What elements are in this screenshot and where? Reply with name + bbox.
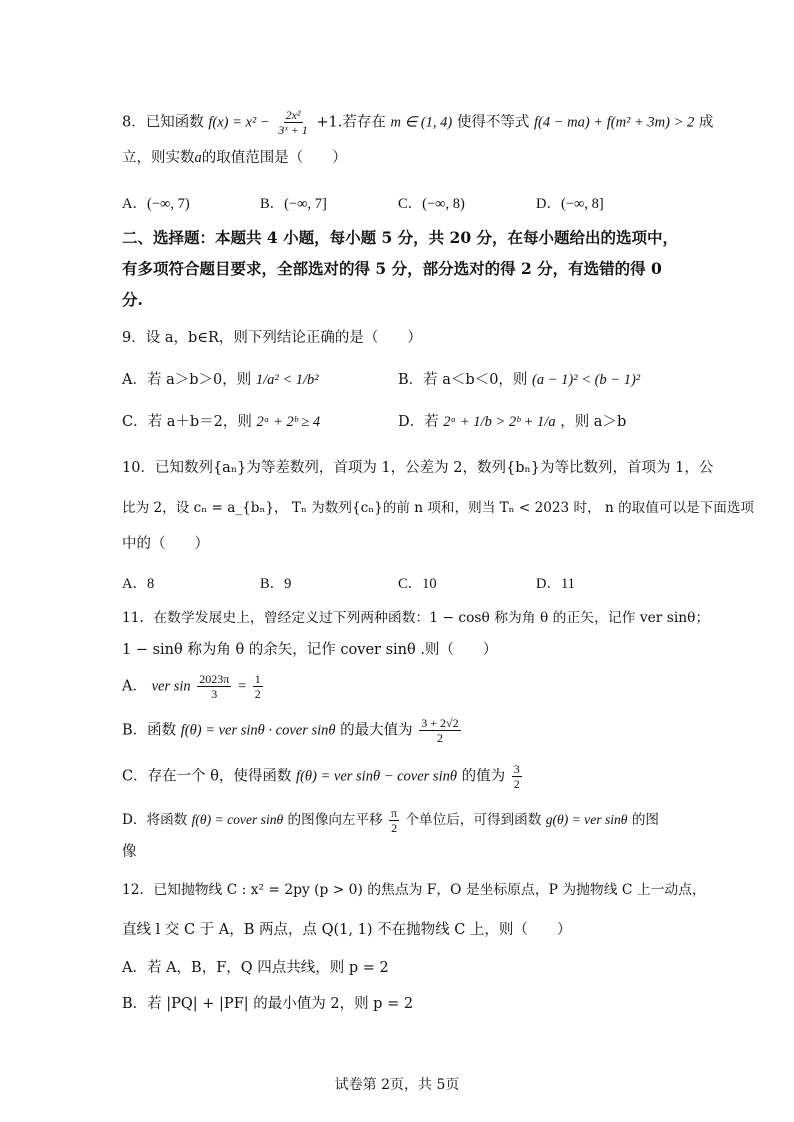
q8-frac-numerator: 2x² bbox=[285, 108, 301, 122]
q8-line2-tail: 的取值范围是（ ） bbox=[201, 150, 347, 166]
q10-line-3: 中的（ ） bbox=[122, 536, 209, 552]
q8-var-a: a bbox=[194, 150, 202, 166]
q9-stem: 9．设 a，b∈R，则下列结论正确的是（ ） bbox=[122, 330, 422, 346]
q11-d-math2: g(θ) = ver sinθ bbox=[545, 812, 628, 827]
q11-a-equals: = bbox=[237, 678, 247, 695]
q11-option-c bbox=[122, 762, 524, 791]
page-footer: 试卷第 2页，共 5页 bbox=[334, 1077, 460, 1093]
q11-d-den: 2 bbox=[391, 821, 398, 835]
q11-d-fraction bbox=[389, 806, 399, 835]
q11-a-func: ver sin bbox=[151, 678, 191, 695]
q8-m-range: m ∈ (1, 4) bbox=[390, 114, 453, 131]
section2-line-1: 二、选择题：本题共 4 小题，每小题 5 分，共 20 分，在每小题给出的选项中， bbox=[122, 228, 679, 247]
q10-option-d: D．11 bbox=[536, 576, 575, 592]
q11-b-num: 3 + 2√2 bbox=[421, 716, 459, 730]
q8-inequality: f(4 − ma) + f(m² + 3m) > 2 bbox=[533, 114, 695, 131]
q9-a-math: 1/a² < 1/b² bbox=[255, 372, 319, 388]
q9-option-c bbox=[122, 410, 320, 431]
q8-intro-c: 使得不等式 bbox=[456, 114, 530, 131]
q12-line-1: 12．已知抛物线 C : x² = 2py (p > 0) 的焦点为 F，O 是坐标原点，P 为抛物线 C 上一动点， bbox=[122, 882, 706, 898]
q11-c-fraction bbox=[512, 762, 522, 791]
q11-d-tail: 的图 bbox=[631, 812, 659, 828]
q8-line-2 bbox=[122, 148, 734, 168]
q10-option-a: A．8 bbox=[122, 576, 155, 592]
q8-option-a: A．(−∞, 7) bbox=[122, 196, 190, 212]
q11-d-num: π bbox=[391, 806, 398, 820]
q9-d-tail: ，则 a＞b bbox=[560, 414, 627, 430]
q8-line-1 bbox=[122, 108, 734, 137]
q12-line-2: 直线 l 交 C 于 A，B 两点，点 Q(1, 1) 不在抛物线 C 上，则（ ） bbox=[122, 922, 572, 938]
q9-a-text: A．若 a＞b＞0，则 bbox=[122, 372, 252, 388]
section2-line-2: 有多项符合题目要求，全部选对的得 5 分，部分选对的得 2 分，有选错的得 0 bbox=[122, 259, 662, 278]
q10-option-c: C．10 bbox=[398, 576, 437, 592]
q11-option-d bbox=[122, 806, 659, 835]
q10-line-1: 10．已知数列{aₙ}为等差数列，首项为 1，公差为 2，数列{bₙ}为等比数列，首项为 1，公 bbox=[122, 460, 714, 476]
q8-function-lhs: f(x) = x² − bbox=[208, 114, 270, 131]
q9-c-text: C．若 a＋b＝2，则 bbox=[122, 414, 252, 430]
q9-option-d bbox=[398, 410, 626, 431]
q9-d-text: D．若 bbox=[398, 414, 439, 430]
q11-b-den: 2 bbox=[436, 731, 443, 745]
section2-line-3: 分. bbox=[122, 290, 143, 309]
q11-d-line-2: 像 bbox=[122, 844, 137, 860]
q11-a-fraction bbox=[197, 672, 231, 701]
q11-a-label: A． bbox=[122, 678, 147, 695]
q11-a-frac-den: 3 bbox=[211, 687, 218, 701]
q10-line-2: 比为 2，设 cₙ = a_{bₙ}， Tₙ 为数列{cₙ}的前 n 项和，则当 Tₙ < 2023 时， n 的取值可以是下面选项 bbox=[122, 500, 755, 516]
q11-option-b bbox=[122, 716, 463, 745]
q11-line-2: 1 − sinθ 称为角 θ 的余矢，记作 cover sinθ .则（ ） bbox=[122, 642, 498, 658]
q9-option-b bbox=[398, 368, 640, 389]
q11-a-res-num: 1 bbox=[254, 672, 261, 686]
q8-intro-d: 成 bbox=[698, 114, 714, 131]
q9-c-math: 2ᵃ + 2ᵇ ≥ 4 bbox=[256, 414, 321, 430]
q8-option-d: D．(−∞, 8] bbox=[536, 196, 604, 212]
q8-option-c: C．(−∞, 8) bbox=[398, 196, 465, 212]
q8-intro-b: +1.若存在 bbox=[316, 114, 386, 131]
q12-option-a: A．若 A，B，F，Q 四点共线，则 p = 2 bbox=[122, 960, 389, 976]
q11-d-math1: f(θ) = cover sinθ bbox=[191, 812, 284, 827]
q8-fraction bbox=[276, 108, 309, 137]
q11-d-mid2: 个单位后，可得到函数 bbox=[405, 812, 542, 828]
q8-intro: 8．已知函数 bbox=[122, 114, 204, 131]
q12-option-b: B．若 |PQ| + |PF| 的最小值为 2，则 p = 2 bbox=[122, 996, 414, 1012]
q11-b-label: B．函数 bbox=[122, 722, 177, 739]
q9-d-math: 2ᵃ + 1/b > 2ᵇ + 1/a bbox=[443, 414, 556, 430]
q11-d-label: D．将函数 bbox=[122, 812, 188, 828]
q11-c-den: 2 bbox=[513, 777, 520, 791]
q11-a-result bbox=[253, 672, 263, 701]
q10-option-b: B．9 bbox=[260, 576, 292, 592]
q9-b-text: B．若 a＜b＜0，则 bbox=[398, 372, 528, 388]
q11-b-fraction bbox=[419, 716, 460, 745]
q11-c-num: 3 bbox=[513, 762, 520, 776]
q8-line2-text: 立，则实数 bbox=[122, 150, 195, 166]
q8-option-b: B．(−∞, 7] bbox=[260, 196, 327, 212]
q11-option-a bbox=[122, 672, 265, 701]
q11-b-math: f(θ) = ver sinθ · cover sinθ bbox=[180, 722, 336, 739]
q11-c-math: f(θ) = ver sinθ − cover sinθ bbox=[296, 768, 457, 785]
q11-line-1: 11．在数学发展史上，曾经定义过下列两种函数：1 − cosθ 称为角 θ 的正矢，记作 ver sinθ； bbox=[122, 610, 710, 626]
q9-b-math: (a − 1)² < (b − 1)² bbox=[532, 372, 641, 388]
q11-a-res-den: 2 bbox=[254, 687, 261, 701]
q9-option-a bbox=[122, 368, 319, 389]
q11-b-mid: 的最大值为 bbox=[340, 722, 413, 739]
q11-c-mid: 的值为 bbox=[461, 768, 506, 785]
q8-frac-denominator: 3ˣ + 1 bbox=[278, 123, 308, 137]
q11-a-frac-num: 2023π bbox=[199, 672, 230, 686]
q11-d-mid: 的图像向左平移 bbox=[287, 812, 383, 828]
q11-c-label: C．存在一个 θ，使得函数 bbox=[122, 768, 292, 785]
